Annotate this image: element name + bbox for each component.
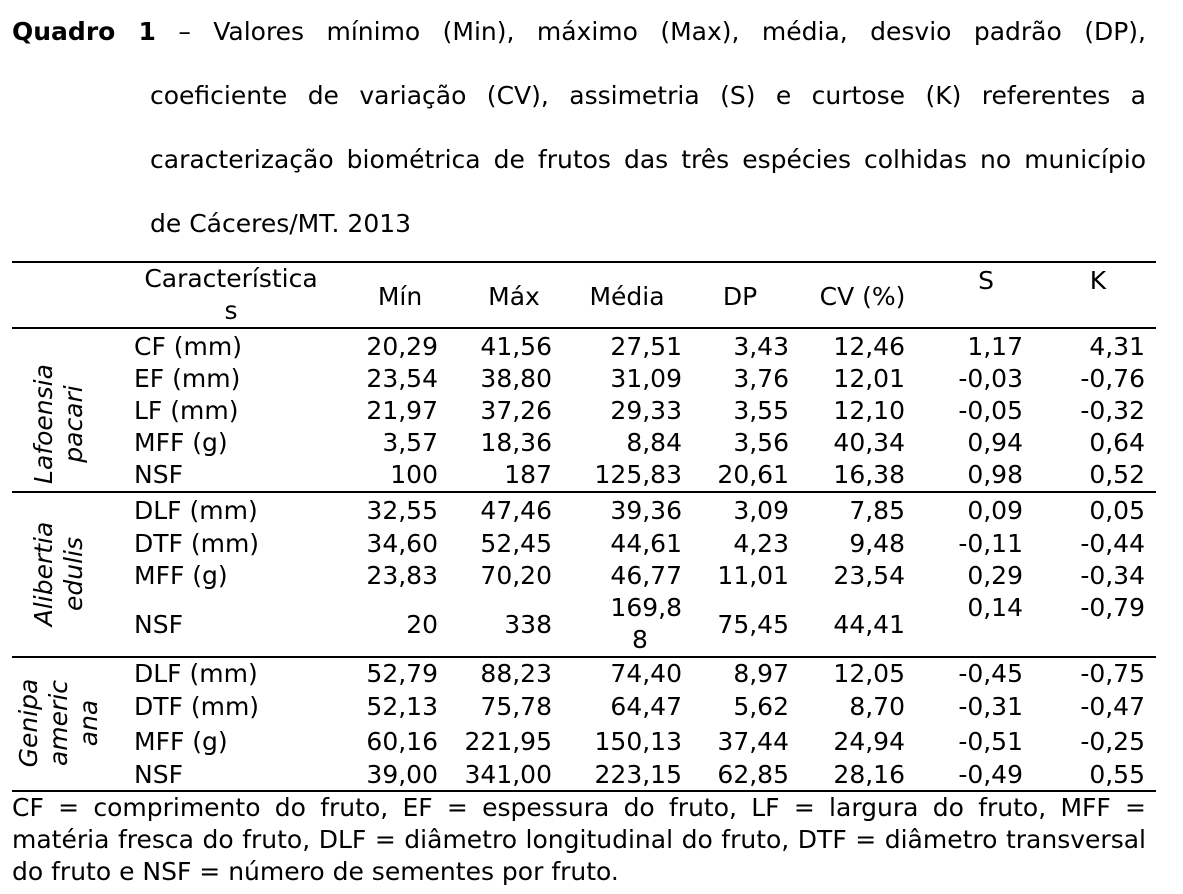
cell-mean: 27,51	[610, 332, 682, 361]
cell-characteristic: NSF	[134, 460, 183, 489]
cell-cv: 12,01	[833, 364, 905, 393]
cell-k: -0,79	[1080, 593, 1145, 622]
cell-cv: 12,05	[833, 659, 905, 688]
cell-k: -0,44	[1080, 529, 1145, 558]
cell-max: 88,23	[480, 659, 552, 688]
cell-max: 37,26	[480, 396, 552, 425]
cell-mean: 223,15	[594, 760, 682, 789]
cell-dp: 4,23	[733, 529, 789, 558]
cell-characteristic: DLF (mm)	[134, 496, 258, 525]
cell-dp: 3,43	[733, 332, 789, 361]
cell-max: 341,00	[464, 760, 552, 789]
cell-mean: 64,47	[610, 692, 682, 721]
caption-label: Quadro 1	[12, 17, 156, 46]
cell-mean: 8,84	[626, 428, 682, 457]
cell-characteristic: DTF (mm)	[134, 692, 260, 721]
cell-max: 70,20	[480, 561, 552, 590]
cell-dp: 8,97	[733, 659, 789, 688]
cell-mean-line2: 8	[632, 625, 648, 654]
header-max: Máx	[488, 282, 540, 311]
cell-characteristic: NSF	[134, 760, 183, 789]
cell-cv: 12,46	[833, 332, 905, 361]
header-dp: DP	[722, 282, 758, 311]
cell-min: 52,13	[366, 692, 438, 721]
header-s: S	[978, 266, 994, 295]
caption-line-3: caracterização biométrica de frutos das três espécies colhidas no município	[150, 145, 1146, 174]
header-min: Mín	[377, 282, 423, 311]
cell-max: 187	[504, 460, 552, 489]
cell-cv: 7,85	[849, 496, 905, 525]
cell-characteristic: CF (mm)	[134, 332, 242, 361]
cell-mean-line1: 169,8	[610, 593, 682, 622]
cell-k: 0,55	[1089, 760, 1145, 789]
cell-min: 20	[406, 610, 438, 639]
cell-mean: 31,09	[610, 364, 682, 393]
cell-min: 23,83	[366, 561, 438, 590]
cell-cv: 8,70	[849, 692, 905, 721]
cell-min: 20,29	[366, 332, 438, 361]
cell-cv: 9,48	[849, 529, 905, 558]
cell-s: -0,49	[958, 760, 1023, 789]
cell-mean: 44,61	[610, 529, 682, 558]
cell-max: 221,95	[464, 727, 552, 756]
cell-min: 32,55	[366, 496, 438, 525]
cell-min: 60,16	[366, 727, 438, 756]
species-genipa-americana	[14, 648, 104, 798]
cell-s: -0,51	[958, 727, 1023, 756]
cell-cv: 12,10	[833, 396, 905, 425]
cell-min: 34,60	[366, 529, 438, 558]
cell-characteristic: EF (mm)	[134, 364, 241, 393]
cell-dp: 5,62	[733, 692, 789, 721]
cell-dp: 37,44	[717, 727, 789, 756]
cell-mean: 150,13	[594, 727, 682, 756]
cell-max: 18,36	[480, 428, 552, 457]
cell-characteristic: MFF (g)	[134, 727, 228, 756]
header-characteristic	[133, 266, 329, 324]
cell-characteristic: MFF (g)	[134, 428, 228, 457]
cell-mean: 39,36	[610, 496, 682, 525]
cell-k: -0,32	[1080, 396, 1145, 425]
cell-max: 52,45	[480, 529, 552, 558]
cell-characteristic: LF (mm)	[134, 396, 239, 425]
cell-characteristic: MFF (g)	[134, 561, 228, 590]
cell-s: -0,03	[958, 364, 1023, 393]
group-divider-1	[12, 491, 1156, 493]
cell-s: 0,94	[967, 428, 1023, 457]
cell-s: -0,45	[958, 659, 1023, 688]
caption-line-1	[12, 0, 1146, 64]
cell-k: -0,76	[1080, 364, 1145, 393]
cell-s: 0,14	[967, 593, 1023, 622]
cell-min: 39,00	[366, 760, 438, 789]
cell-min: 100	[390, 460, 438, 489]
cell-cv: 28,16	[833, 760, 905, 789]
cell-mean: 125,83	[594, 460, 682, 489]
cell-k: -0,25	[1080, 727, 1145, 756]
cell-dp: 62,85	[717, 760, 789, 789]
header-k: K	[1089, 266, 1107, 295]
header-characteristic-line2: s	[224, 296, 238, 325]
cell-dp: 75,45	[717, 610, 789, 639]
cell-dp: 3,56	[733, 428, 789, 457]
cell-cv: 44,41	[833, 610, 905, 639]
table-top-rule	[12, 261, 1156, 263]
cell-dp: 3,76	[733, 364, 789, 393]
cell-max: 75,78	[480, 692, 552, 721]
header-mean: Média	[589, 282, 665, 311]
cell-k: 4,31	[1089, 332, 1145, 361]
table-footnote: CF = comprimento do fruto, EF = espessura do fruto, LF = largura do fruto, MFF = matéria fresca do fruto, DLF = diâmetro longitudinal do fruto, DTF = diâmetro transversal do fruto e NSF = número de sementes por fruto.	[12, 793, 1146, 886]
cell-max: 41,56	[480, 332, 552, 361]
species-name-line1: Lafoensia	[29, 364, 58, 484]
species-alibertia-edulis	[29, 494, 89, 654]
cell-dp: 11,01	[717, 561, 789, 590]
cell-dp: 3,09	[733, 496, 789, 525]
header-characteristic-line1: Característica	[144, 264, 318, 293]
cell-characteristic: DTF (mm)	[134, 529, 260, 558]
cell-s: 1,17	[967, 332, 1023, 361]
species-name-line2: edulis	[59, 537, 88, 612]
group-divider-2	[12, 656, 1156, 658]
species-lafoensia-pacari	[29, 344, 89, 504]
cell-k: 0,05	[1089, 496, 1145, 525]
cell-mean: 29,33	[610, 396, 682, 425]
cell-cv: 16,38	[833, 460, 905, 489]
cell-s: -0,31	[958, 692, 1023, 721]
species-name-line1: Genipa	[14, 678, 43, 768]
cell-k: 0,64	[1089, 428, 1145, 457]
cell-k: 0,52	[1089, 460, 1145, 489]
cell-s: -0,05	[958, 396, 1023, 425]
header-bottom-rule	[12, 327, 1156, 329]
cell-max: 47,46	[480, 496, 552, 525]
cell-k: -0,47	[1080, 692, 1145, 721]
cell-dp: 20,61	[717, 460, 789, 489]
cell-dp: 3,55	[733, 396, 789, 425]
caption-text-1: – Valores mínimo (Min), máximo (Max), média, desvio padrão (DP),	[178, 17, 1146, 46]
caption-line-2: coeficiente de variação (CV), assimetria (S) e curtose (K) referentes a	[150, 81, 1146, 110]
species-name-line3: ana	[74, 699, 103, 747]
cell-s: 0,29	[967, 561, 1023, 590]
cell-min: 52,79	[366, 659, 438, 688]
cell-cv: 23,54	[833, 561, 905, 590]
cell-characteristic: NSF	[134, 610, 183, 639]
cell-s: 0,09	[967, 496, 1023, 525]
cell-mean: 74,40	[610, 659, 682, 688]
table-caption	[12, 0, 1146, 256]
cell-s: -0,11	[958, 529, 1023, 558]
cell-min: 23,54	[366, 364, 438, 393]
cell-min: 3,57	[382, 428, 438, 457]
cell-cv: 24,94	[833, 727, 905, 756]
species-name-line2: americ	[44, 679, 73, 767]
cell-k: -0,34	[1080, 561, 1145, 590]
cell-characteristic: DLF (mm)	[134, 659, 258, 688]
cell-cv: 40,34	[833, 428, 905, 457]
cell-mean: 46,77	[610, 561, 682, 590]
species-name-line2: pacari	[59, 385, 88, 463]
species-name-line1: Alibertia	[29, 521, 58, 627]
cell-k: -0,75	[1080, 659, 1145, 688]
caption-line-4: de Cáceres/MT. 2013	[150, 209, 412, 238]
cell-s: 0,98	[967, 460, 1023, 489]
header-cv: CV (%)	[819, 282, 906, 311]
cell-max: 338	[504, 610, 552, 639]
cell-min: 21,97	[366, 396, 438, 425]
cell-max: 38,80	[480, 364, 552, 393]
